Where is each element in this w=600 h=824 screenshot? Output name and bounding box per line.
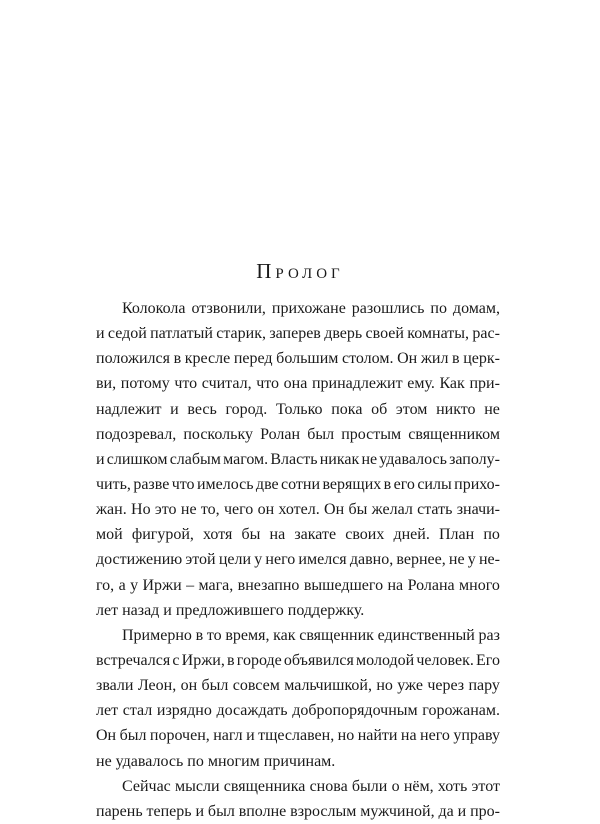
word: у [254,551,263,569]
word: подозревал, [96,425,177,443]
word: уже [397,677,423,695]
word: с [172,651,180,669]
word: заперев [269,325,321,343]
word: мужчиной, [360,802,435,820]
word: бы [241,526,261,544]
word: го, [96,576,115,594]
word: положился [96,350,170,368]
text-line [96,648,500,673]
word: да [438,802,454,820]
word: хоть [437,777,468,795]
word: потому [120,375,170,393]
word: совсем [232,677,280,695]
chapter-title: Пролог [256,259,344,283]
word: пока [331,400,363,418]
word: не [448,551,465,569]
word: считал, [201,375,252,393]
word: город. [225,400,268,418]
word: через [427,677,465,695]
word: его [393,475,415,493]
word: этом [395,400,428,418]
word: изрядно [156,702,212,720]
word: единственный [377,626,475,644]
word: был [201,677,229,695]
word: простым [341,425,402,443]
word: но [376,677,393,695]
word: и [195,802,205,820]
word: на [387,576,404,594]
word: горожанам. [422,702,500,720]
word: как [273,626,296,644]
word: Сейчас [122,777,171,795]
word: прихо- [454,475,500,493]
text-line [96,522,500,547]
word: своей [365,325,404,343]
word: закате [294,526,337,544]
word: него [420,727,450,745]
word: священником [408,425,500,443]
word: прихожане [271,300,346,317]
word: был [307,425,335,443]
word: патлатый [150,325,213,343]
word: не [180,501,197,519]
text-line [96,774,500,799]
word: вполне [238,802,287,820]
text-line [96,397,500,422]
word: а [118,576,126,594]
word: человек. [416,651,474,669]
word: о [391,777,400,795]
word: на [400,727,417,745]
word: мага, [198,576,234,594]
word: пару [468,677,500,695]
word: дней. [393,526,430,544]
word: и [457,802,467,820]
word: звали [96,677,134,695]
text-line [96,799,500,824]
text-line [96,623,500,648]
word: молодой [356,651,415,669]
word: вышедшего [303,576,384,594]
word: разошлись [351,300,425,317]
word: хотя [203,526,233,544]
word: поскольку [183,425,253,443]
word: старик, [216,325,266,343]
word: раз [478,626,500,644]
word: но [337,727,355,745]
word: сотни [281,475,321,493]
word: Примерно [122,626,192,644]
word: верящих [322,475,382,493]
word: городе [236,651,282,669]
word: комнаты, [407,325,470,343]
word: про- [470,802,500,820]
body-text [96,296,500,824]
word: священника [223,777,306,795]
word: теперь [146,802,192,820]
word: силы [417,475,452,493]
word: и [96,325,105,343]
word: много [459,576,500,594]
word: тщеславен, [258,727,335,745]
word: кресле [184,350,231,368]
word: надлежит [96,400,162,418]
text-line [96,497,500,522]
text-line [96,321,500,346]
word: Его [476,651,500,669]
word: отзвонили, [191,300,266,317]
word: рас- [472,325,500,343]
word: это [154,501,177,519]
word: что [174,375,198,393]
word: у [130,576,139,594]
word: Он [324,501,345,519]
line-text: не удавалось по многим причинам. [96,752,336,770]
word: своих [345,526,385,544]
word: Колокола [122,300,186,317]
word: добропорядочным [292,702,418,720]
word: снова [309,777,348,795]
word: Леон, [137,677,177,695]
word: мальчишкой, [284,677,372,695]
text-line [96,371,500,396]
word: то, [200,501,220,519]
text-line [96,598,500,623]
word: досаждать [216,702,288,720]
word: найти [357,727,398,745]
word: столом. [342,350,394,368]
word: никак [319,450,360,468]
word: и [170,400,179,418]
word: он [257,501,275,519]
word: был [207,802,235,820]
word: он [180,677,198,695]
word: не- [478,551,500,569]
word: стал [122,702,153,720]
word: нём, [403,777,434,795]
word: ему. [407,375,435,393]
word: чего [223,501,254,519]
word: она [283,375,308,393]
word: две [255,475,279,493]
word: церк- [463,350,500,368]
word: имелось [196,475,254,493]
word: взрослым [290,802,357,820]
word: Иржи [142,576,182,594]
word: при- [469,375,500,393]
text-line [96,447,500,472]
word: внезапно [237,576,300,594]
word: желал [371,501,413,519]
word: значи- [456,501,500,519]
word: были [351,777,388,795]
word: был [119,727,147,745]
word: об [371,400,388,418]
word: Он [397,350,418,368]
word: хотел. [278,501,320,519]
word: священник [299,626,374,644]
word: не [484,400,500,418]
text-line [96,673,500,698]
text-line [96,573,500,598]
word: чить, [96,475,131,493]
word: по [483,526,500,544]
word: что [171,475,195,493]
word: не [361,450,378,468]
word: Иржи, [181,651,225,669]
word: по [430,300,447,317]
text-line [96,547,500,572]
word: давно, [349,551,394,569]
word: у [467,551,476,569]
text-line [96,346,500,371]
word: фигурой, [131,526,194,544]
word: магом. [223,450,269,468]
line-text: лет назад и предложившего поддержку. [96,601,365,619]
word: в [173,350,182,368]
word: ви, [96,375,117,393]
word: стать [417,501,453,519]
word: что [256,375,280,393]
word: Но [131,501,151,519]
word: бы [348,501,368,519]
word: нагл [213,727,243,745]
word: седой [107,325,147,343]
word: Как [439,375,465,393]
text-line [96,422,500,447]
word: никто [436,400,476,418]
word: в [383,475,392,493]
word: План [438,526,475,544]
word: время, [225,626,270,644]
word: домам, [452,300,500,317]
word: Только [275,400,323,418]
word: объявился [283,651,354,669]
word: Ролан [260,425,301,443]
word: этой [185,551,216,569]
word: управу [453,727,500,745]
word: на [269,526,286,544]
word: него [265,551,296,569]
word: и [96,450,105,468]
word: достижению [96,551,183,569]
word: то [206,626,222,644]
word: порочен, [149,727,210,745]
word: вернее, [396,551,446,569]
word: большим [276,350,339,368]
word: жил [420,350,449,368]
word: в [227,651,235,669]
word: слишком [106,450,168,468]
text-line [96,723,500,748]
word: слабым [169,450,221,468]
word: парень [96,802,143,820]
word: заполу- [449,450,500,468]
word: перед [233,350,273,368]
word: Ролана [407,576,455,594]
word: жан. [96,501,127,519]
word: мысли [175,777,220,795]
word: в [195,626,204,644]
text-line [96,749,500,774]
word: лет [96,702,119,720]
word: разве [133,475,170,493]
text-line [96,698,500,723]
word: весь [187,400,217,418]
text-line [96,472,500,497]
word: в [452,350,460,368]
word: удавалось [379,450,447,468]
word: встречался [96,651,171,669]
word: этот [471,777,500,795]
word: Он [96,727,117,745]
word: и [246,727,255,745]
word: дверь [324,325,363,343]
word: принадлежит [311,375,403,393]
word: мой [96,526,123,544]
text-line [96,296,500,321]
word: имелся [298,551,347,569]
word: – [186,576,195,594]
word: Власть [270,450,318,468]
word: цели [218,551,252,569]
